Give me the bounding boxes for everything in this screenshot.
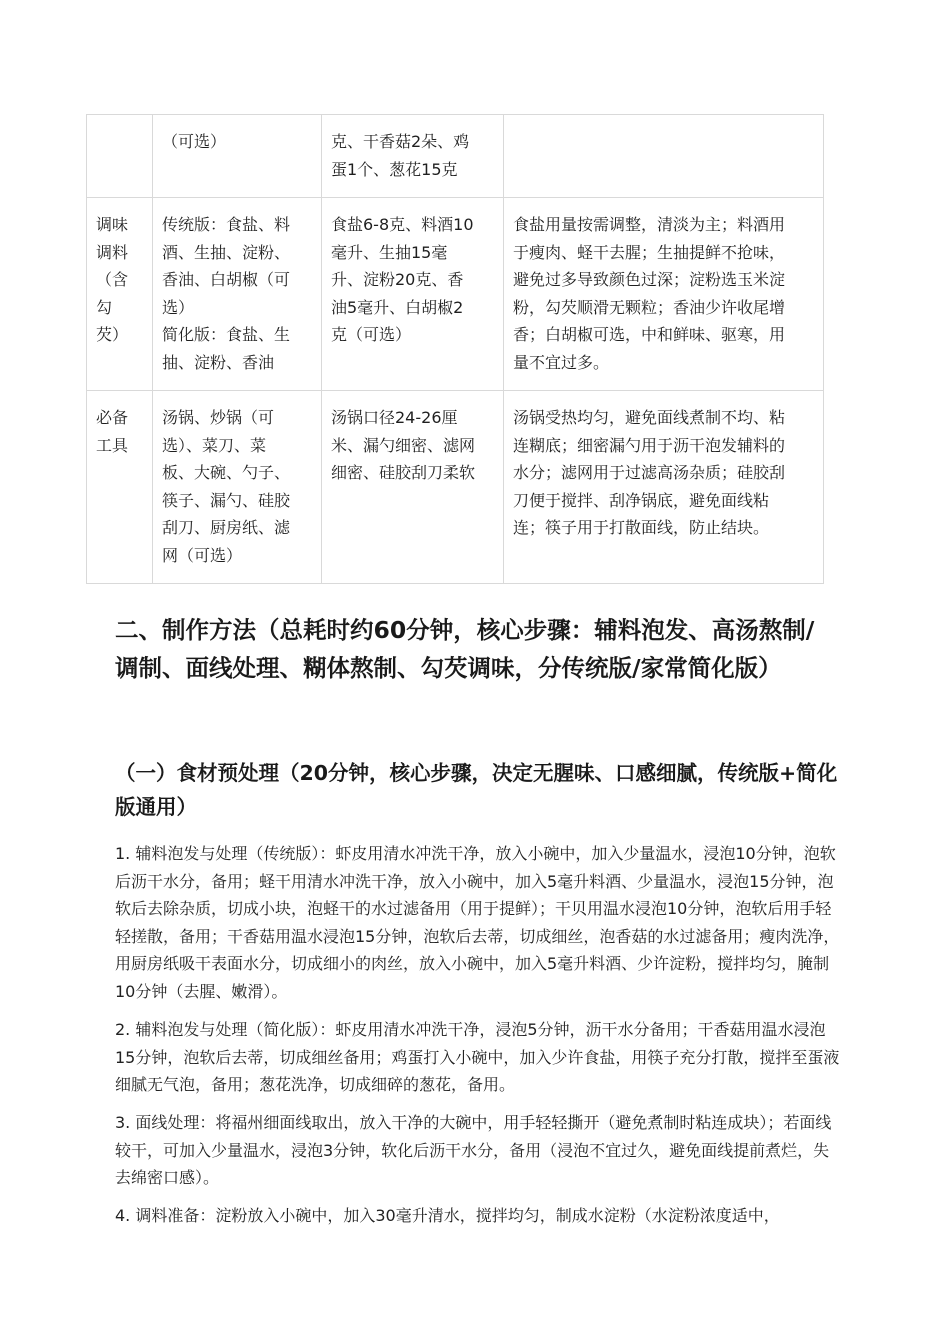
- cell-text-line: 传统版：食盐、料: [162, 215, 291, 234]
- table-cell-col3: [322, 115, 504, 198]
- cell-text-line: 板、大碗、勺子、: [162, 463, 291, 482]
- cell-text-line: 简化版：食盐、生: [162, 325, 291, 344]
- cell-text-line: 油5毫升、白胡椒2: [331, 297, 464, 317]
- cell-text-line: （可选）: [162, 132, 227, 151]
- cell-text-line: 刮刀、厨房纸、滤: [162, 518, 291, 537]
- cell-text-line: 选）、菜刀、菜: [162, 435, 267, 455]
- cell-text-line: 粉，勾芡顺滑无颗粒；香油少许收尾增: [513, 297, 786, 317]
- cell-text-line: 量不宜过多。: [513, 352, 610, 372]
- cell-text-line: 汤锅受热均匀，避免面线煮制不均、粘: [513, 408, 786, 427]
- cell-text-line: 汤锅、炒锅（可: [162, 408, 275, 427]
- table-cell-col2: [153, 391, 322, 584]
- cell-text-line: 克、干香菇2朵、鸡: [331, 132, 470, 151]
- paragraph-step-1: 1. 辅料泡发与处理（传统版）：虾皮用清水冲洗干净，放入小碗中，加入少量温水，浸泡10分钟，泡软后沥干水分，备用；蛏干用清水冲洗干净，放入小碗中，加入5毫升料酒、少量温水，浸泡15分钟，泡软后去除杂质，切成小块，泡蛏干的水过滤备用（用于提鲜）；干贝用温水浸泡10分钟，泡软后用手轻轻搓散，备用；干香菇用温水浸泡15分钟，泡软后去蒂，切成细丝，泡香菇的水过滤备用；瘦肉洗净，用厨房纸吸干表面水分，切成细小的肉丝，放入小碗中，加入5毫升料酒、少许淀粉，搅拌均匀，腌制10分钟（去腥、嫩滑）。: [115, 844, 840, 1001]
- section-title: 二、制作方法（总耗时约60分钟，核心步骤：辅料泡发、高汤熬制/调制、面线处理、糊体熬制、勾芡调味，分传统版/家常简化版）: [115, 616, 815, 682]
- table-cell-col2: [153, 115, 322, 198]
- cell-text-line: 毫升、生抽15毫: [331, 242, 448, 262]
- paragraph-step-2: 2. 辅料泡发与处理（简化版）：虾皮用清水冲洗干净，浸泡5分钟，沥干水分备用；干香菇用温水浸泡15分钟，泡软后去蒂，切成细丝备用；鸡蛋打入小碗中，加入少许食盐，用筷子充分打散，搅拌至蛋液细腻无气泡，备用；葱花洗净，切成细碎的葱花，备用。: [115, 1020, 840, 1094]
- cell-text-line: 工具: [96, 435, 129, 455]
- cell-text-line: 抽、淀粉、香油: [162, 352, 275, 372]
- cell-text-line: 水分；滤网用于过滤高汤杂质；硅胶刮: [513, 463, 786, 482]
- table-cell-col2: [153, 198, 322, 391]
- cell-text-line: 汤锅口径24-26厘: [331, 408, 458, 427]
- cell-text-line: 刀便于搅拌、刮净锅底，避免面线粘: [513, 490, 770, 510]
- cell-text-line: 选）: [162, 297, 195, 317]
- table-cell-col1: [87, 115, 153, 198]
- cell-text-line: 调料: [96, 242, 129, 262]
- cell-text-line: 避免过多导致颜色过深；淀粉选玉米淀: [513, 270, 786, 289]
- table-body: [87, 115, 824, 584]
- table-row: [87, 198, 824, 391]
- cell-text-line: 勾: [96, 297, 113, 317]
- cell-text-line: 升、淀粉20克、香: [331, 270, 464, 289]
- cell-text-line: 筷子、漏勺、硅胶: [162, 490, 291, 510]
- table-row: [87, 391, 824, 584]
- table-row: [87, 115, 824, 198]
- cell-text-line: 必备: [96, 408, 129, 427]
- table-cell-col3: [322, 198, 504, 391]
- cell-text-line: 网（可选）: [162, 545, 243, 565]
- cell-text-line: （含: [96, 270, 129, 289]
- table-cell-col4: [504, 115, 824, 198]
- paragraph-step-3: 3. 面线处理：将福州细面线取出，放入干净的大碗中，用手轻轻撕开（避免煮制时粘连成块）；若面线较干，可加入少量温水，浸泡3分钟，软化后沥干水分，备用（浸泡不宜过久，避免面线提前煮烂，失去绵密口感）。: [115, 1113, 832, 1187]
- cell-text-line: 酒、生抽、淀粉、: [162, 242, 291, 262]
- cell-text-line: 米、漏勺细密、滤网: [331, 435, 476, 455]
- cell-text-line: 蛋1个、葱花15克: [331, 159, 458, 179]
- table-cell-col3: [322, 391, 504, 584]
- cell-text-line: 连糊底；细密漏勺用于沥干泡发辅料的: [513, 435, 786, 455]
- table-cell-col4: [504, 198, 824, 391]
- subsection-title: （一）食材预处理（20分钟，核心步骤，决定无腥味、口感细腻，传统版+简化版通用）: [115, 761, 838, 819]
- cell-text-line: 于瘦肉、蛏干去腥；生抽提鲜不抢味，: [513, 242, 786, 262]
- table-cell-col1: [87, 391, 153, 584]
- cell-text-line: 香；白胡椒可选，中和鲜味、驱寒，用: [513, 325, 786, 344]
- cell-text-line: 食盐6-8克、料酒10: [331, 215, 474, 234]
- table-cell-col1: [87, 198, 153, 391]
- cell-text-line: 食盐用量按需调整，清淡为主；料酒用: [513, 215, 786, 234]
- cell-text-line: 克（可选）: [331, 325, 412, 344]
- cell-text-line: 细密、硅胶刮刀柔软: [331, 463, 476, 482]
- table-cell-col4: [504, 391, 824, 584]
- cell-text-line: 连；筷子用于打散面线，防止结块。: [513, 518, 770, 537]
- cell-text-line: 调味: [96, 215, 129, 234]
- cell-text-line: 芡）: [96, 325, 129, 344]
- paragraph-step-4: 4. 调料准备：淀粉放入小碗中，加入30毫升清水，搅拌均匀，制成水淀粉（水淀粉浓度适中，: [115, 1206, 780, 1225]
- ingredients-table: [86, 114, 824, 584]
- cell-text-line: 香油、白胡椒（可: [162, 270, 291, 289]
